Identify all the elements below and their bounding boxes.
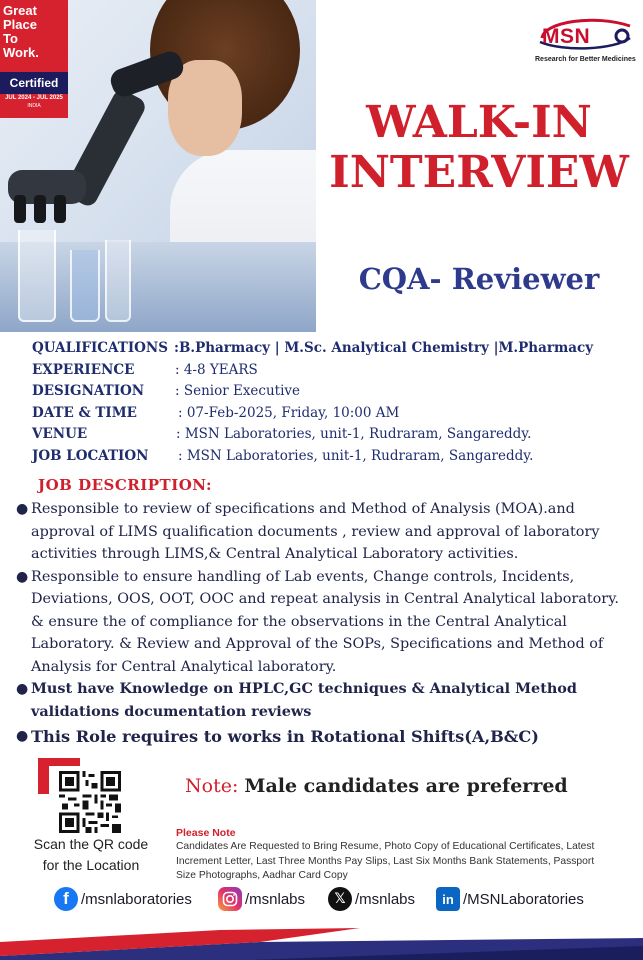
social-handle: /msnlabs (355, 890, 416, 908)
headline-line1: WALK-IN (366, 97, 592, 148)
badge-title: Great Place To Work. (3, 3, 39, 60)
info-label: JOB LOCATION (32, 447, 149, 464)
location-qr-code[interactable] (59, 771, 121, 833)
lab-glassware (105, 240, 131, 322)
badge-certified: Certified (0, 72, 68, 94)
info-row (32, 340, 632, 362)
social-handle: /msnlaboratories (81, 890, 192, 908)
social-links (54, 886, 624, 912)
badge-country: INDIA (27, 103, 41, 109)
please-note-text: Candidates Are Requested to Bring Resume, Photo Copy of Educational Certificates, Latest Increment Letter, Last Three Months Pay Slips, Last Six Months Bank Statements, Passport Size Photographs, Aadhar Card Copy (176, 841, 595, 882)
x-icon: 𝕏 (328, 887, 352, 911)
job-description-list (14, 498, 632, 749)
info-value: : Senior Executive (175, 383, 301, 399)
bullet-icon: ● (16, 568, 29, 585)
info-value: :B.Pharmacy | M.Sc. Analytical Chemistry |M.Pharmacy (174, 340, 594, 356)
info-value: : 4-8 YEARS (175, 361, 258, 378)
info-row (32, 448, 632, 470)
lab-glassware (18, 230, 56, 322)
linkedin-icon: in (436, 887, 460, 911)
info-label: QUALIFICATIONS (32, 340, 168, 356)
lab-glassware (70, 250, 100, 322)
social-handle: /msnlabs (245, 890, 306, 908)
note-label: Note: (185, 775, 239, 797)
logo-tagline: Research for Better Medicines (535, 56, 636, 63)
qr-caption: Scan the QR code for the Location (33, 836, 149, 873)
bullet-icon: ● (16, 728, 29, 744)
bullet-icon: ● (16, 681, 29, 697)
info-label: VENUE (32, 426, 88, 442)
badge-dates: JUL 2024 - JUL 2025 (5, 95, 63, 101)
list-item: ● Responsible to ensure handling of Lab events, Change controls, Incidents, Deviations, OOS, OOT, OOC and repeat analysis in Central Analytical laboratory. & ensure the of compliance for the observations in the Central Analytical Laboratory. & Review and Approval of the SOPs, Specifications and Method of Analysis for Central Analytical laboratory. (14, 566, 632, 679)
bottom-stripe (0, 916, 643, 960)
info-value: : 07-Feb-2025, Friday, 10:00 AM (178, 404, 400, 421)
msn-logo (532, 14, 640, 74)
job-info (32, 340, 632, 469)
role-title: CQA- Reviewer (358, 262, 600, 296)
social-handle: /MSNLaboratories (463, 890, 584, 908)
social-link-instagram[interactable] (218, 886, 305, 912)
bullet-icon: ● (16, 501, 29, 517)
info-label: DESIGNATION (32, 383, 145, 399)
logo-name: MSN (542, 25, 591, 48)
headline-line2: INTERVIEW (329, 147, 629, 198)
info-label: EXPERIENCE (32, 361, 135, 378)
microscope-lens (34, 195, 46, 223)
info-row (32, 383, 632, 405)
job-description-title: JOB DESCRIPTION: (38, 476, 212, 494)
list-item: ● Must have Knowledge on HPLC,GC techniques & Analytical Method validations documentation reviews (16, 680, 577, 720)
list-item: ● This Role requires to works in Rotational Shifts(A,B&C) (14, 724, 632, 749)
preference-note (185, 775, 568, 797)
please-note (176, 826, 616, 884)
note-text: Male candidates are preferred (244, 775, 568, 797)
microscope-lens (54, 195, 66, 223)
instagram-icon (218, 887, 242, 911)
social-link-x[interactable] (328, 886, 415, 912)
info-value: : MSN Laboratories, unit-1, Rudraram, Sangareddy. (178, 447, 534, 464)
social-link-linkedin[interactable] (436, 886, 584, 912)
info-row (32, 362, 632, 384)
qr-frame-accent (38, 758, 80, 766)
info-value: : MSN Laboratories, unit-1, Rudraram, Sangareddy. (176, 426, 532, 442)
microscope-lens (14, 195, 26, 223)
please-note-heading: Please Note (176, 827, 236, 839)
facebook-icon: f (54, 887, 78, 911)
headline (326, 98, 632, 198)
list-item: ● Responsible to review of specifications and Method of Analysis (MOA).and approval of LIMS qualification documents , review and approval of laboratory activities through LIMS,& Central Analytical Laboratory activities. (14, 498, 632, 566)
social-link-facebook[interactable] (54, 886, 192, 912)
info-label: DATE & TIME (32, 404, 137, 421)
info-row (32, 405, 632, 427)
great-place-to-work-badge (0, 0, 68, 118)
info-row (32, 426, 632, 448)
